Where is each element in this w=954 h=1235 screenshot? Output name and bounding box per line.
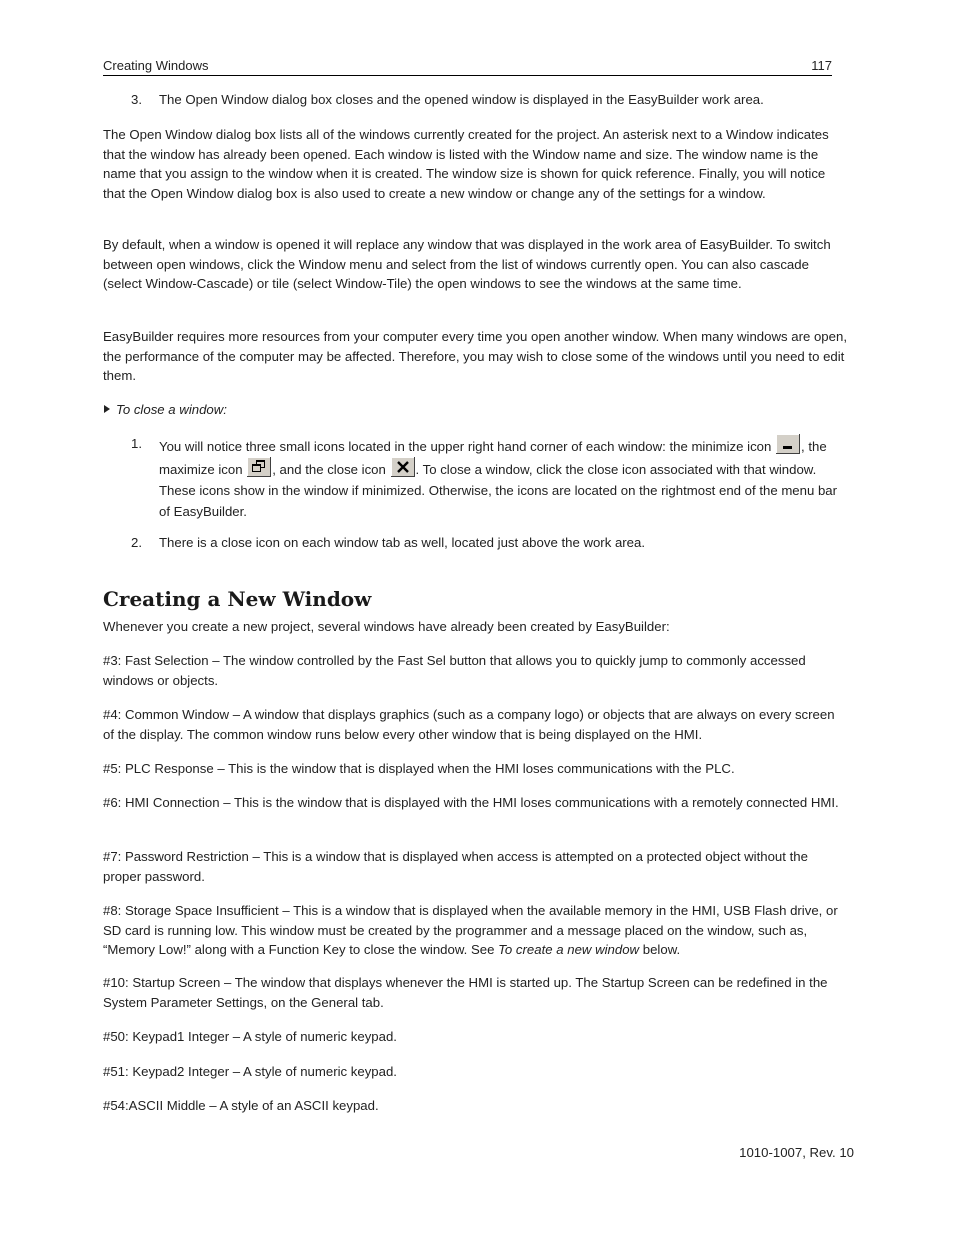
cross-reference: To create a new window xyxy=(498,942,640,957)
procedure-heading xyxy=(104,400,227,420)
step-text: There is a close icon on each window tab as well, located just above the work area. xyxy=(159,535,646,550)
step-text-part: , the maximize icon xyxy=(159,439,827,477)
step-text-part: , and the close icon xyxy=(272,462,386,477)
step-number: 1. xyxy=(131,436,142,451)
maximize-icon xyxy=(247,457,271,477)
window-entry-51: #51: Keypad2 Integer – A style of numeric keypad. xyxy=(103,1064,397,1079)
paragraph-open-window-dialog: The Open Window dialog box lists all of the windows currently created for the project. An asterisk next to a Window indicates that the window has already been opened. Each window is listed with the Window name and size. The window name is the name that you assign to the window when it is created. The window size is shown for quick reference. Finally, you will notice that the Open Window dialog box is also used to create a new window or change any of the settings for a window. xyxy=(103,127,829,201)
procedure-arrow-icon xyxy=(104,405,110,413)
window-entry-50: #50: Keypad1 Integer – A style of numeric keypad. xyxy=(103,1029,397,1044)
step-number: 2. xyxy=(131,535,142,550)
window-entry-8 xyxy=(103,901,848,960)
paragraph-resources: EasyBuilder requires more resources from your computer every time you open another window. When many windows are open, the performance of the computer may be affected. Therefore, you may wish to close some of the windows until you need to edit them. xyxy=(103,329,847,383)
paragraph-default-behavior: By default, when a window is opened it will replace any window that was displayed in the work area of EasyBuilder. To switch between open windows, click the Window menu and select from the list of windows currently open. You can also cascade (select Window-Cascade) or tile (select Window-Tile) the open windows to see the windows at the same time. xyxy=(103,237,831,291)
step-text-part: . To close a window, click the close icon associated with that window. These icons show in the window if minimized. Otherwise, the icons are located on the rightmost end of the menu bar of EasyBuilder. xyxy=(159,462,838,519)
window-entry-54: #54:ASCII Middle – A style of an ASCII keypad. xyxy=(103,1098,379,1113)
running-header xyxy=(103,57,832,76)
close-icon xyxy=(391,457,415,477)
minimize-icon xyxy=(776,434,800,454)
step-text-part: You will notice three small icons located in the upper right hand corner of each window: the minimize icon xyxy=(159,439,772,454)
step-text xyxy=(159,434,849,522)
window-entry-7: #7: Password Restriction – This is a window that is displayed when access is attempted on a protected object without the proper password. xyxy=(103,849,808,884)
window-entry-8-end: below. xyxy=(639,942,681,957)
window-entry-4: #4: Common Window – A window that displays graphics (such as a company logo) or objects that are always on every screen of the display. The common window runs below every other window that is being displayed on the HMI. xyxy=(103,707,835,742)
header-title: Creating Windows xyxy=(103,58,209,73)
window-entry-5: #5: PLC Response – This is the window that is displayed when the HMI loses communications with the PLC. xyxy=(103,761,735,776)
section-title: Creating a New Window xyxy=(103,587,372,611)
section-intro: Whenever you create a new project, several windows have already been created by EasyBuilder: xyxy=(103,619,670,634)
page-number: 117 xyxy=(811,58,832,73)
procedure-title: To close a window: xyxy=(116,402,227,417)
window-entry-8-text: #8: Storage Space Insufficient – This is a window that is displayed when the available memory in the HMI, USB Flash drive, or SD card is running low. This window must be created by the programmer and a message placed on the window, such as, “Memory Low!” along with a Function Key to close the window. See xyxy=(103,903,838,957)
step-number: 3. xyxy=(131,92,142,107)
footer-doc-number: 1010-1007, Rev. 10 xyxy=(739,1145,854,1160)
window-entry-10: #10: Startup Screen – The window that displays whenever the HMI is started up. The Startup Screen can be redefined in the System Parameter Settings, on the General tab. xyxy=(103,975,828,1010)
step-text: The Open Window dialog box closes and the opened window is displayed in the EasyBuilder work area. xyxy=(159,92,764,107)
window-entry-3: #3: Fast Selection – The window controlled by the Fast Sel button that allows you to quickly jump to commonly accessed windows or objects. xyxy=(103,653,806,688)
window-entry-6: #6: HMI Connection – This is the window that is displayed with the HMI loses communications with a remotely connected HMI. xyxy=(103,795,839,810)
